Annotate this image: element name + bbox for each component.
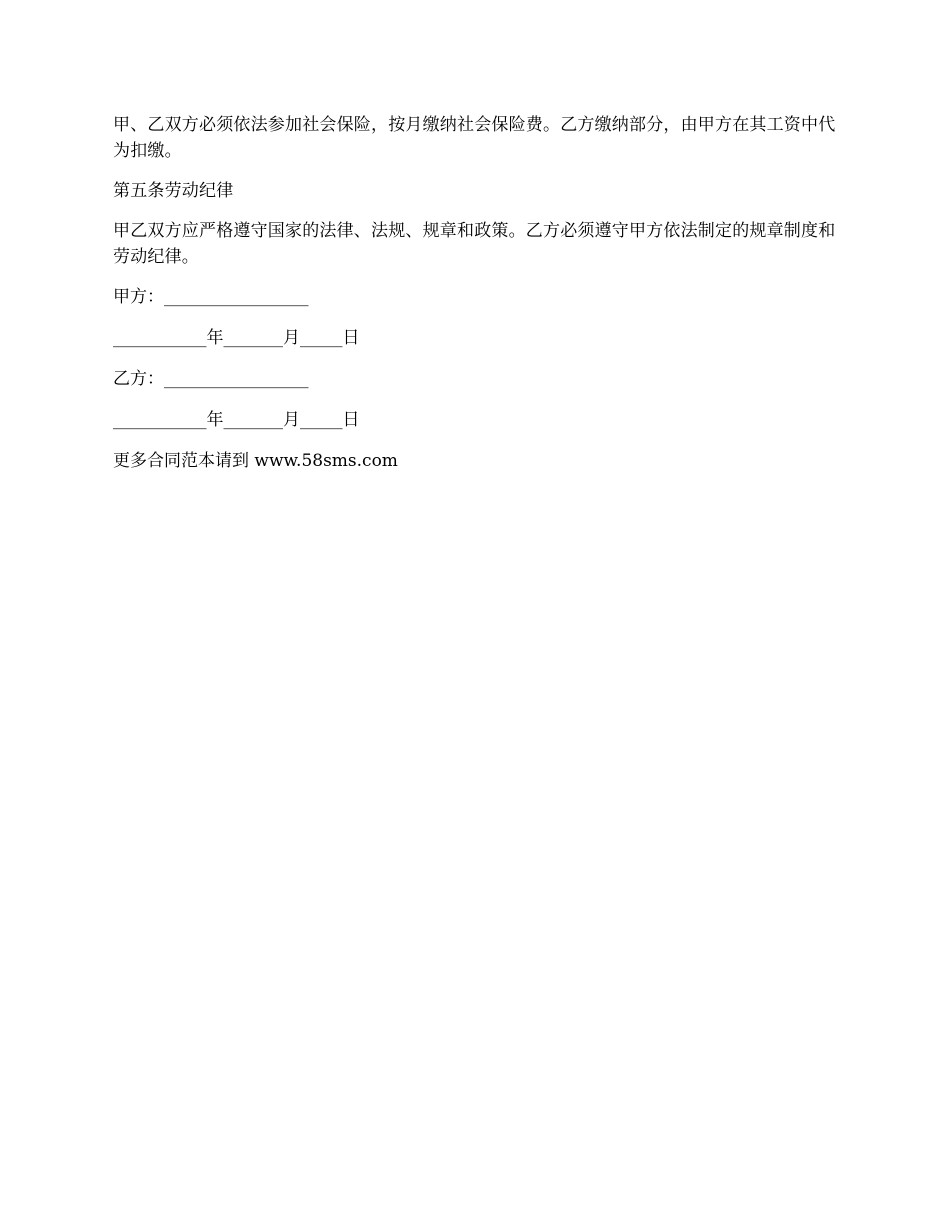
section-title: 第五条劳动纪律 <box>113 181 234 201</box>
social-insurance-paragraph: 甲、乙双方必须依法参加社会保险，按月缴纳社会保险费。乙方缴纳部分，由甲方在其工资中代为扣缴。 <box>113 115 836 161</box>
party-a-date-line: ___________年_______月_____日 <box>113 328 360 348</box>
footer-note: 更多合同范本请到 www.58sms.com <box>113 451 398 471</box>
party-b-signature-line: 乙方：_________________ <box>113 369 309 389</box>
labor-discipline-paragraph: 甲乙双方应严格遵守国家的法律、法规、规章和政策。乙方必须遵守甲方依法制定的规章制度和劳动纪律。 <box>113 221 836 267</box>
party-b-date-line: ___________年_______月_____日 <box>113 410 360 430</box>
party-a-signature-line: 甲方：_________________ <box>113 287 309 307</box>
document-body <box>113 112 841 489</box>
